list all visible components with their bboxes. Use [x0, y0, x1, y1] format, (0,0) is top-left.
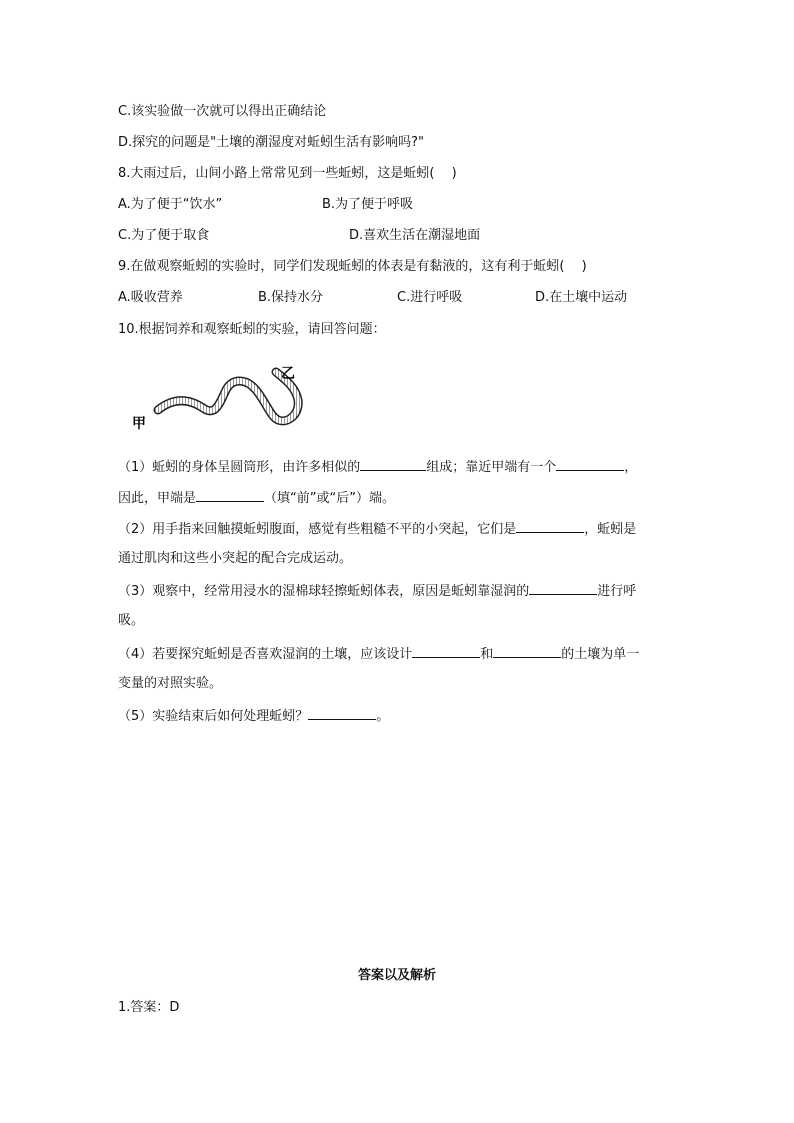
q10-sub4-text-a: （4）若要探究蚯蚓是否喜欢湿润的土壤，应该设计	[118, 647, 413, 662]
answer-1: 1.答案：D	[118, 1000, 180, 1015]
q10-sub3-line1	[118, 580, 636, 602]
earthworm-illustration-icon	[128, 360, 318, 440]
label-yi: 乙	[281, 366, 295, 382]
q10-sub1-line2	[118, 487, 395, 509]
q9-option-b: B.保持水分	[258, 290, 324, 305]
q10-sub4-text-c: 的土壤为单一	[561, 647, 640, 662]
q10-sub2-line2: 通过肌肉和这些小突起的配合完成运动。	[118, 551, 353, 566]
answer-blank[interactable]	[360, 456, 426, 471]
answer-blank[interactable]	[516, 518, 584, 533]
q10-sub5-text-b: 。	[376, 709, 390, 724]
answer-blank[interactable]	[412, 643, 480, 658]
q10-sub5-line	[118, 705, 389, 727]
q10-sub2-text-a: （2）用手指来回触摸蚯蚓腹面，感觉有些粗糙不平的小突起，它们是	[118, 522, 517, 537]
q10-sub4-line2: 变量的对照实验。	[118, 676, 223, 691]
answer-blank[interactable]	[196, 487, 264, 502]
q10-sub2-line1	[118, 518, 636, 540]
q7-option-c: C.该实验做一次就可以得出正确结论	[118, 104, 327, 119]
answers-heading: 答案以及解析	[357, 968, 436, 983]
q10-sub4-line1	[118, 643, 639, 665]
q9-stem: 9.在做观察蚯蚓的实验时，同学们发现蚯蚓的体表是有黏液的，这有利于蚯蚓( )	[118, 259, 587, 274]
q10-sub1-text-e: （填“前”或“后”）端。	[264, 491, 395, 506]
q8-option-a: A.为了便于“饮水”	[118, 197, 223, 212]
answer-blank[interactable]	[308, 705, 376, 720]
earthworm-figure	[128, 360, 318, 440]
q10-sub1-text-b: 组成；靠近甲端有一个	[426, 460, 557, 475]
q10-sub3-text-a: （3）观察中，经常用浸水的湿棉球轻擦蚯蚓体表，原因是蚯蚓靠湿润的	[118, 584, 530, 599]
q10-sub1-text-a: （1）蚯蚓的身体呈圆筒形，由许多相似的	[118, 460, 361, 475]
q9-option-c: C.进行呼吸	[397, 290, 463, 305]
q10-sub1-line1	[118, 456, 637, 478]
q10-sub3-line2: 吸。	[118, 613, 145, 628]
q8-option-b: B.为了便于呼吸	[322, 197, 414, 212]
answer-blank[interactable]	[493, 643, 561, 658]
q8-option-d: D.喜欢生活在潮湿地面	[349, 228, 481, 243]
label-jia: 甲	[132, 416, 146, 432]
answer-blank[interactable]	[529, 580, 597, 595]
q10-sub4-text-b: 和	[480, 647, 494, 662]
answer-blank[interactable]	[556, 456, 624, 471]
q8-option-c: C.为了便于取食	[118, 228, 210, 243]
q10-sub1-text-c: ，	[624, 460, 638, 475]
q10-sub3-text-b: 进行呼	[597, 584, 637, 599]
q9-option-d: D.在土壤中运动	[535, 290, 628, 305]
q9-option-a: A.吸收营养	[118, 290, 183, 305]
q7-option-d: D.探究的问题是"土壤的潮湿度对蚯蚓生活有影响吗?"	[118, 135, 425, 150]
q8-stem: 8.大雨过后，山间小路上常常见到一些蚯蚓，这是蚯蚓( )	[118, 166, 457, 181]
q10-stem: 10.根据饲养和观察蚯蚓的实验，请回答问题：	[118, 322, 386, 337]
q10-sub1-text-d: 因此，甲端是	[118, 491, 197, 506]
q10-sub2-text-b: ，蚯蚓是	[584, 522, 637, 537]
q10-sub5-text-a: （5）实验结束后如何处理蚯蚓？	[118, 709, 309, 724]
